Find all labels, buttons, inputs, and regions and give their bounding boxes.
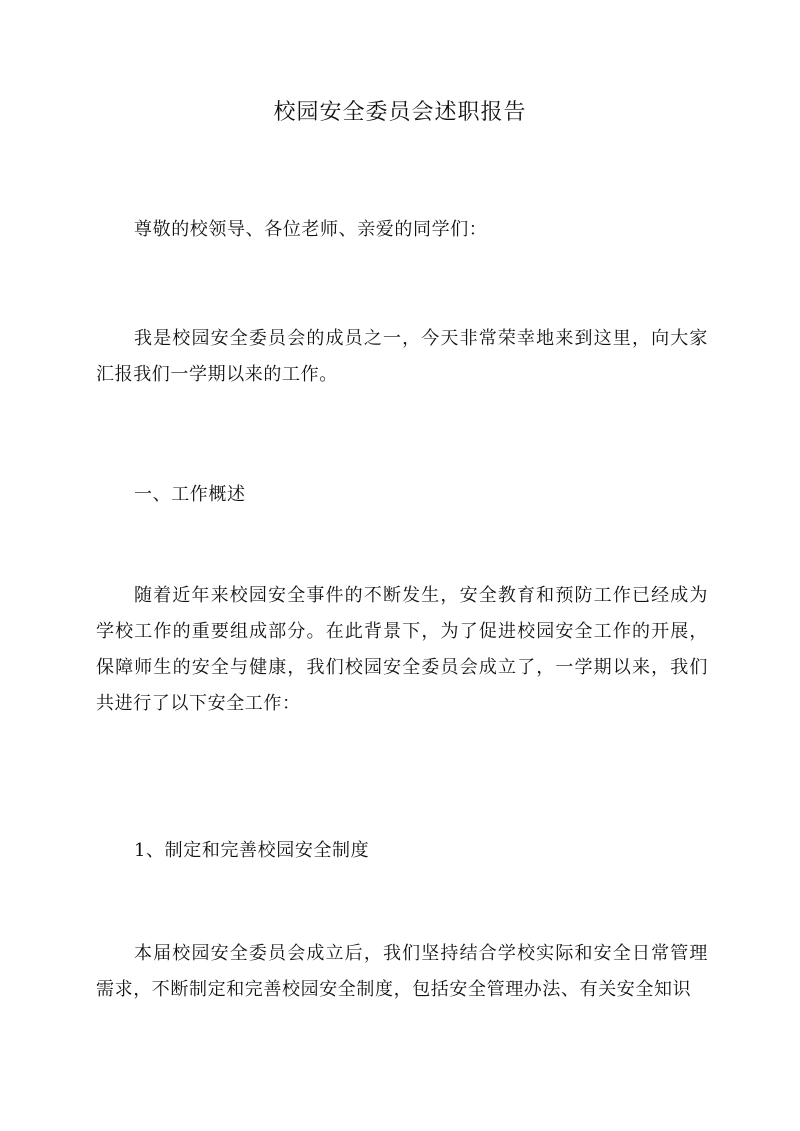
section-heading-overview: 一、工作概述 xyxy=(134,484,246,505)
intro-paragraph: 我是校园安全委员会的成员之一，今天非常荣幸地来到这里，向大家汇报我们一学期以来的工作。 xyxy=(96,328,708,385)
greeting-paragraph: 尊敬的校领导、各位老师、亲爱的同学们： xyxy=(134,219,488,240)
document-title: 校园安全委员会述职报告 xyxy=(273,100,527,125)
subsection-heading-safety-rules: 1、制定和完善校园安全制度 xyxy=(134,840,370,861)
overview-paragraph: 随着近年来校园安全事件的不断发生，安全教育和预防工作已经成为学校工作的重要组成部分。在此背景下，为了促进校园安全工作的开展，保障师生的安全与健康，我们校园安全委员会成立了，一学期以来，我们共进行了以下安全工作： xyxy=(96,585,708,714)
safety-rules-paragraph: 本届校园安全委员会成立后，我们坚持结合学校实际和安全日常管理需求，不断制定和完善校园安全制度，包括安全管理办法、有关安全知识 xyxy=(96,943,708,1000)
